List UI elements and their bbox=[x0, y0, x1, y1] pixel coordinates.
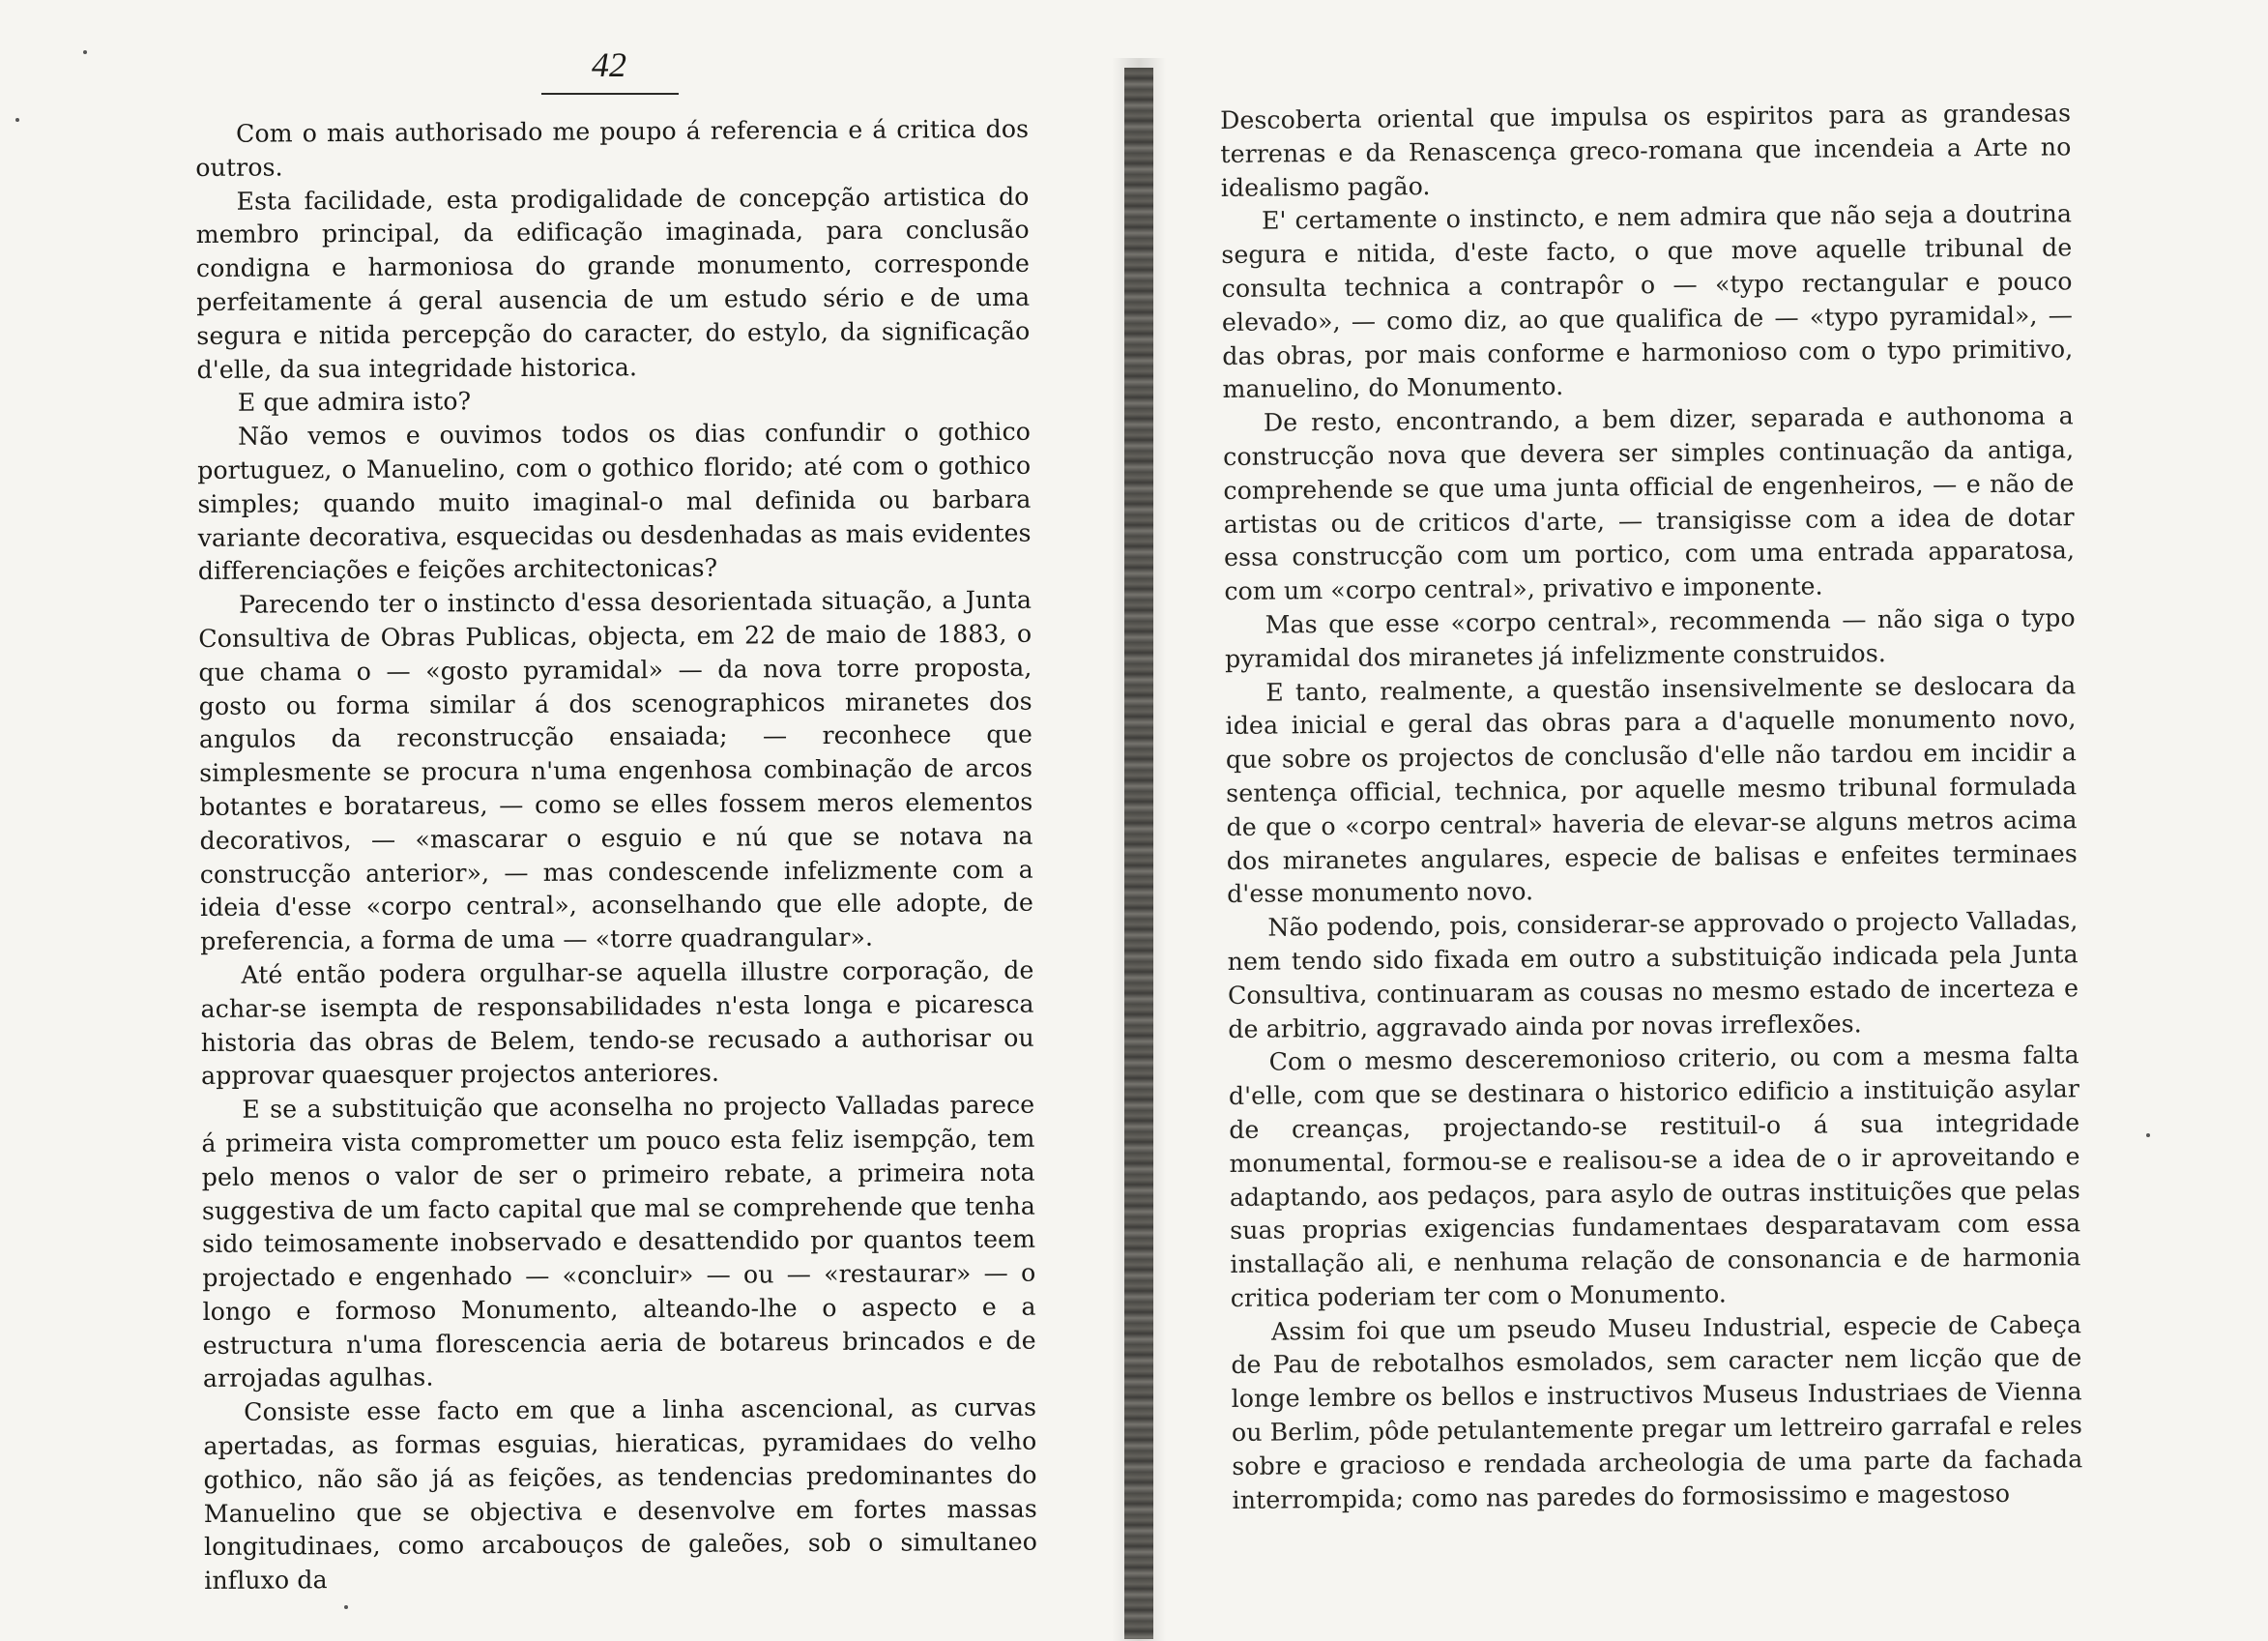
right-page bbox=[1150, 0, 2268, 1641]
paragraph: Esta facilidade, esta prodigalidade de concepção artistica do membro principal, da edificação imaginada, para conclusão condigna e harmoniosa do grande monumento, corresponde perfeitamente á geral ausencia de um estudo sério e de uma segura e nitida percepção do caracter, do estylo, da significação d'elle, da sua integridade historica. bbox=[195, 182, 1031, 384]
paragraph: Até então podera orgulhar-se aquella illustre corporação, de achar-se isempta de responsabilidades n'esta longa e picaresca historia das obras de Belem, tendo-se recusado a authorisar ou approvar quaesquer projectos anteriores. bbox=[200, 955, 1034, 1091]
scan-speck bbox=[2146, 1133, 2150, 1137]
paragraph: E' certamente o instincto, e nem admira que não seja a doutrina segura e nitida, d'este facto, o que move aquelle tribunal de consulta technica a contrapôr o — «typo rectangular e pouco elevado», — como diz, ao que qualifica de — «typo pyramidal», — das obras, por mais conforme e harmonioso com o typo primitivo, manuelino, do Monumento. bbox=[1221, 199, 2074, 404]
left-page bbox=[0, 0, 1131, 1641]
left-text-column bbox=[195, 113, 1037, 1598]
paragraph: Parecendo ter o instincto d'essa desorientada situação, a Junta Consultiva de Obras Publicas, objecta, em 22 de maio de 1883, o que chama o — «gosto pyramidal» — da nova torre proposta, gosto ou forma similar á dos scenographicos miranetes dos angulos da reconstrucção ensaiada; — reconhece que simplesmente se procura n'uma engenhosa combinação de arcos botantes e boratareus, — como se elles fossem meros elementos decorativos, — «mascarar o esguio e nú que se notava na construcção anterior», — mas condescende infelizmente com a ideia d'esse «corpo central», aconselhando que elle adopte, de preferencia, a forma de uma — «torre quadrangular». bbox=[198, 585, 1034, 956]
paragraph: Não vemos e ouvimos todos os dias confundir o gothico portuguez, o Manuelino, com o gothico florido; até com o gothico simples; quando muito imaginal-o mal definida ou barbara variante decorativa, esquecidas ou desdenhadas as mais evidentes differenciações e feições architectonicas? bbox=[197, 417, 1032, 586]
paragraph: E que admira isto? bbox=[237, 387, 472, 418]
paragraph: Consiste esse facto em que a linha ascencional, as curvas apertadas, as formas esguias, hieraticas, pyramidaes do velho gothico, não são já as feições, as tendencias predominantes do Manuelino que se objectiva e desenvolve em fortes massas longitudinaes, como arcabouços de galeões, sob o simultaneo influxo da bbox=[203, 1392, 1038, 1596]
page-number: 42 bbox=[592, 45, 626, 84]
paragraph: Mas que esse «corpo central», recommenda — não siga o typo pyramidal dos miranetes já infelizmente construidos. bbox=[1224, 603, 2076, 673]
paragraph: Descoberta oriental que impulsa os espiritos para as grandesas terrenas e da Renascença greco-romana que incendeia a Arte no idealismo pagão. bbox=[1220, 99, 2072, 202]
scan-speck bbox=[15, 118, 19, 122]
scan-speck bbox=[344, 1605, 348, 1609]
scan-speck bbox=[83, 50, 87, 54]
paragraph: De resto, encontrando, a bem dizer, separada e authonoma a construcção nova que devera ser simples continuação da antiga, comprehende se que uma junta official de engenheiros, — e não de artistas ou de criticos d'arte, — transigisse com a idea de dotar essa construcção com um portico, com uma entrada apparatosa, com um «corpo central», privativo e imponente. bbox=[1223, 401, 2076, 606]
paragraph: E se a substituição que aconselha no projecto Valladas parece á primeira vista comprometter um pouco esta feliz isempção, tem pelo menos o valor de ser o primeiro rebate, a primeira nota suggestiva de um facto capital que mal se comprehende que tenha sido teimosamente inobservado e desattendido por quantos teem projectado e engenhado — «concluir» — ou — «restaurar» — o longo e formoso Monumento, alteando-lhe o aspecto e a estructura n'uma florescencia aeria de botareus brincados e de arrojadas agulhas. bbox=[201, 1090, 1036, 1393]
book-spine bbox=[1124, 68, 1153, 1639]
paragraph: Assim foi que um pseudo Museu Industrial, especie de Cabeça de Pau de rebotalhos esmolados, sem caracter nem licção que de longe lembre os bellos e instructivos Museus Industriaes de Vienna ou Berlim, pôde petulantemente pregar um lettreiro garrafal e reles sobre e gracioso e rendada archeologia de uma parte da fachada interrompida; como nas paredes do formosissimo e magestoso bbox=[1231, 1309, 2083, 1514]
paragraph: Com o mesmo desceremonioso criterio, ou com a mesma falta d'elle, com que se destinara o historico edificio a instituição asylar de creanças, projectando-se restituil-o á sua integridade monumental, formou-se e realisou-se a idea de o ir aproveitando e adaptando, aos pedaços, para asylo de outras instituições que pelas suas proprias exigencias fundamentaes desparatavam com essa installação ali, e nenhuma relação de consonancia e de harmonia critica poderiam ter com o Monumento. bbox=[1228, 1040, 2081, 1312]
paragraph: Não podendo, pois, considerar-se approvado o projecto Valladas, nem tendo sido fixada em outro a substituição indicada pela Junta Consultiva, continuaram as cousas no mesmo estado de incerteza e de arbitrio, aggravado ainda por novas irreflexões. bbox=[1227, 906, 2079, 1043]
paragraph: Com o mais authorisado me poupo á referencia e á critica dos outros. bbox=[195, 114, 1030, 182]
paragraph: E tanto, realmente, a questão insensivelmente se deslocara da idea inicial e geral das obras para a d'aquelle monumento novo, que sobre os projectos de conclusão d'elle não tardou em incidir a sentença official, technica, por aquelle mesmo tribunal formulada de que o «corpo central» haveria de elevar-se alguns metros acima dos miranetes angulares, especie de balisas e enfeites terminaes d'esse monumento novo. bbox=[1225, 670, 2078, 909]
page-number-rule bbox=[541, 93, 679, 95]
right-text-column bbox=[1220, 97, 2083, 1517]
